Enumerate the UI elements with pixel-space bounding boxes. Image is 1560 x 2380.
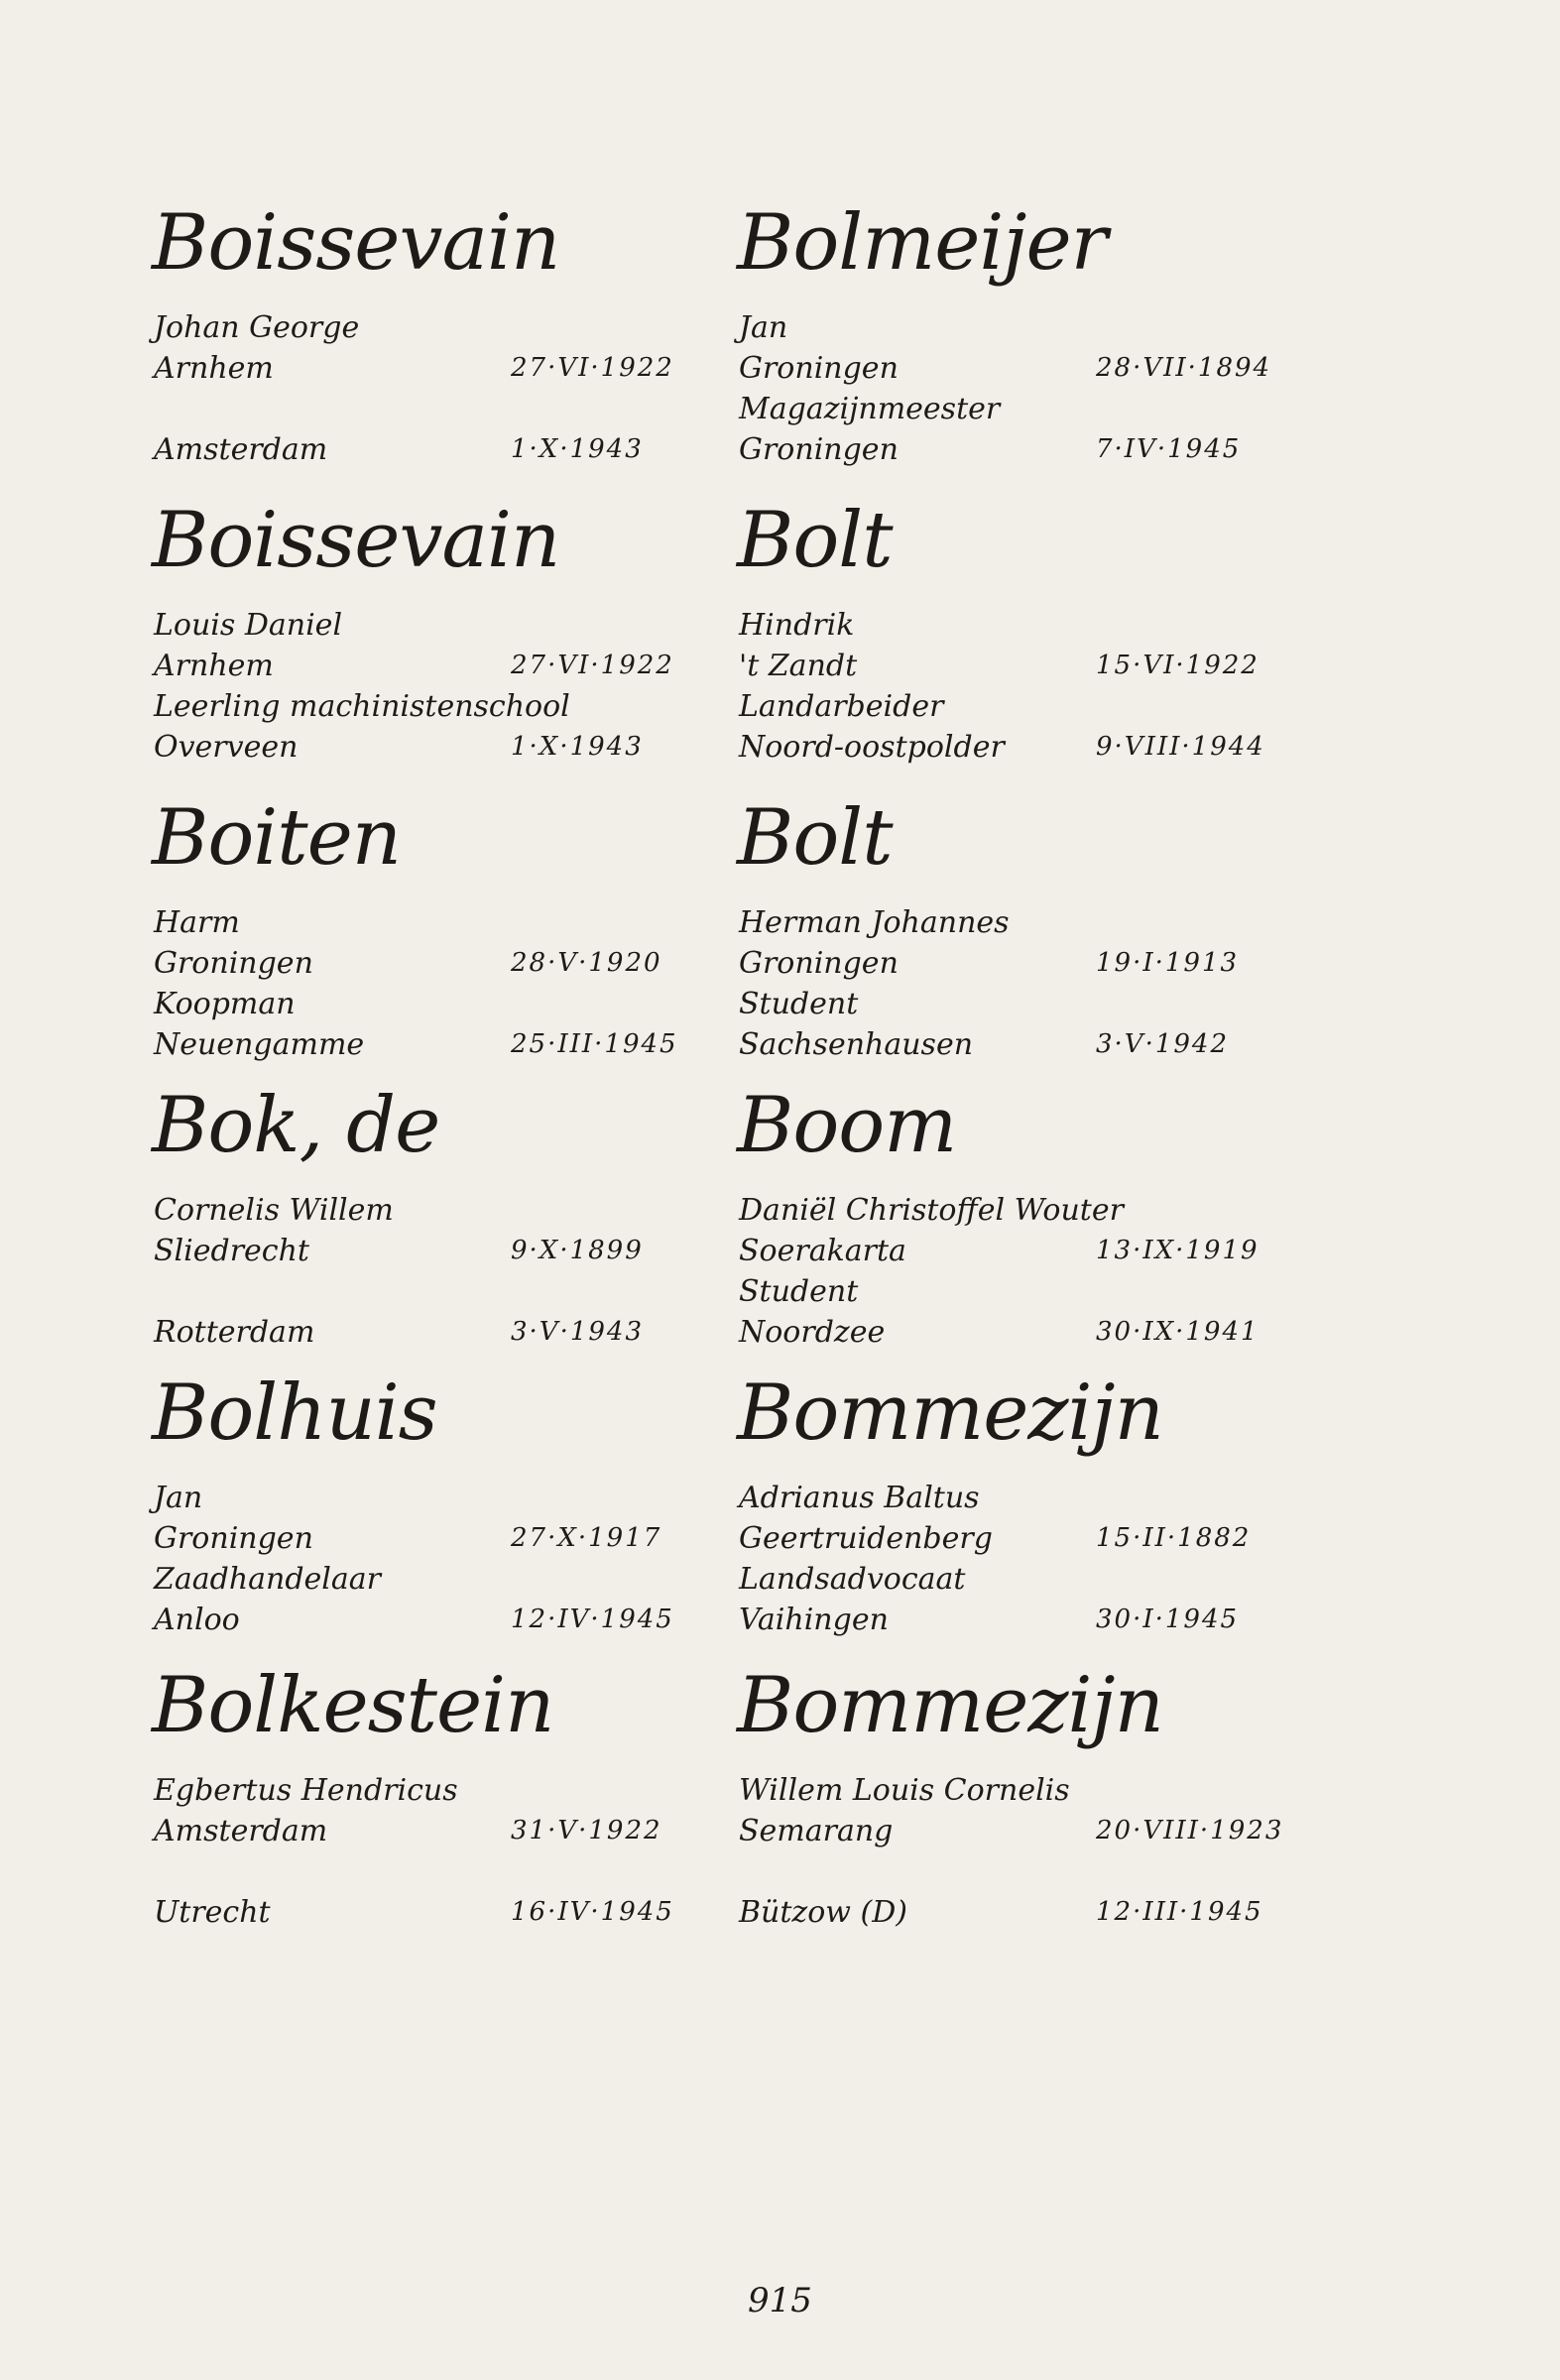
- death-date: 1·X·1943: [511, 434, 644, 464]
- birth-date: 20·VIII·1923: [1096, 1816, 1284, 1845]
- register-entry: [144, 1081, 709, 1353]
- death-place: Bützow (D): [739, 1895, 907, 1930]
- birth-date: 27·VI·1922: [511, 353, 674, 383]
- death-place: Neuengamme: [154, 1027, 365, 1062]
- register-entry: [729, 496, 1294, 768]
- given-names: Jan: [739, 310, 788, 345]
- register-entry: [144, 1368, 709, 1640]
- surname: Boiten: [152, 793, 401, 883]
- register-entry: [729, 1368, 1294, 1640]
- birth-place: Soerakarta: [739, 1234, 906, 1268]
- birth-place: Semarang: [739, 1814, 894, 1848]
- death-date: 30·I·1945: [1096, 1605, 1240, 1634]
- death-place: Vaihingen: [739, 1603, 889, 1637]
- surname: Bommezijn: [737, 1661, 1163, 1750]
- birth-place: 't Zandt: [739, 649, 858, 683]
- birth-date: 31·V·1922: [511, 1816, 662, 1845]
- occupation: Leerling machinistenschool: [154, 689, 570, 724]
- occupation: Student: [739, 1274, 859, 1309]
- birth-date: 13·IX·1919: [1096, 1236, 1260, 1265]
- surname: Boom: [737, 1081, 957, 1170]
- surname: Bolt: [737, 793, 893, 883]
- birth-date: 9·X·1899: [511, 1236, 644, 1265]
- surname: Bolmeijer: [737, 198, 1107, 288]
- surname: Bolhuis: [152, 1368, 437, 1458]
- given-names: Louis Daniel: [154, 608, 343, 643]
- birth-place: Arnhem: [154, 649, 274, 683]
- death-date: 7·IV·1945: [1096, 434, 1242, 464]
- given-names: Daniël Christoffel Wouter: [739, 1193, 1124, 1228]
- death-date: 12·IV·1945: [511, 1605, 674, 1634]
- register-entry: [729, 1081, 1294, 1353]
- death-date: 30·IX·1941: [1096, 1317, 1260, 1347]
- given-names: Hindrik: [739, 608, 855, 643]
- surname: Bok, de: [152, 1081, 440, 1170]
- birth-place: Sliedrecht: [154, 1234, 309, 1268]
- given-names: Herman Johannes: [739, 905, 1010, 940]
- birth-place: Groningen: [739, 946, 899, 981]
- birth-date: 28·VII·1894: [1096, 353, 1272, 383]
- death-place: Groningen: [739, 432, 899, 467]
- occupation: Zaadhandelaar: [154, 1562, 382, 1597]
- given-names: Jan: [154, 1481, 203, 1515]
- death-date: 12·III·1945: [1096, 1897, 1263, 1927]
- given-names: Egbertus Hendricus: [154, 1773, 458, 1808]
- occupation: Student: [739, 987, 859, 1021]
- register-entry: [144, 198, 709, 470]
- surname: Bommezijn: [737, 1368, 1163, 1458]
- death-date: 3·V·1942: [1096, 1029, 1230, 1059]
- occupation: Landarbeider: [739, 689, 944, 724]
- birth-place: Groningen: [154, 946, 313, 981]
- birth-date: 28·V·1920: [511, 948, 662, 978]
- surname: Bolt: [737, 496, 893, 585]
- given-names: Willem Louis Cornelis: [739, 1773, 1070, 1808]
- register-entry: [144, 1661, 709, 1933]
- death-date: 3·V·1943: [511, 1317, 645, 1347]
- given-names: Johan George: [154, 310, 360, 345]
- given-names: Harm: [154, 905, 240, 940]
- birth-date: 27·VI·1922: [511, 651, 674, 680]
- birth-date: 19·I·1913: [1096, 948, 1240, 978]
- death-place: Noord-oostpolder: [739, 730, 1005, 765]
- birth-date: 15·VI·1922: [1096, 651, 1260, 680]
- surname: Boissevain: [152, 496, 560, 585]
- death-date: 25·III·1945: [511, 1029, 678, 1059]
- birth-date: 15·II·1882: [1096, 1523, 1252, 1553]
- death-place: Sachsenhausen: [739, 1027, 974, 1062]
- given-names: Adrianus Baltus: [739, 1481, 980, 1515]
- surname: Boissevain: [152, 198, 560, 288]
- death-date: 16·IV·1945: [511, 1897, 674, 1927]
- register-entry: [144, 793, 709, 1065]
- birth-place: Amsterdam: [154, 1814, 328, 1848]
- occupation: Landsadvocaat: [739, 1562, 966, 1597]
- death-place: Rotterdam: [154, 1315, 315, 1350]
- surname: Bolkestein: [152, 1661, 554, 1750]
- death-place: Amsterdam: [154, 432, 328, 467]
- death-place: Overveen: [154, 730, 299, 765]
- register-entry: [144, 496, 709, 768]
- occupation: Magazijnmeester: [739, 392, 1001, 426]
- page-number: 915: [748, 2281, 812, 2320]
- occupation: Koopman: [154, 987, 296, 1021]
- register-entry: [729, 198, 1294, 470]
- death-place: Utrecht: [154, 1895, 271, 1930]
- death-place: Noordzee: [739, 1315, 886, 1350]
- birth-date: 27·X·1917: [511, 1523, 662, 1553]
- birth-place: Geertruidenberg: [739, 1521, 993, 1556]
- death-date: 1·X·1943: [511, 732, 644, 762]
- birth-place: Arnhem: [154, 351, 274, 386]
- birth-place: Groningen: [154, 1521, 313, 1556]
- death-place: Anloo: [154, 1603, 240, 1637]
- given-names: Cornelis Willem: [154, 1193, 394, 1228]
- register-entry: [729, 1661, 1294, 1933]
- register-entry: [729, 793, 1294, 1065]
- death-date: 9·VIII·1944: [1096, 732, 1265, 762]
- birth-place: Groningen: [739, 351, 899, 386]
